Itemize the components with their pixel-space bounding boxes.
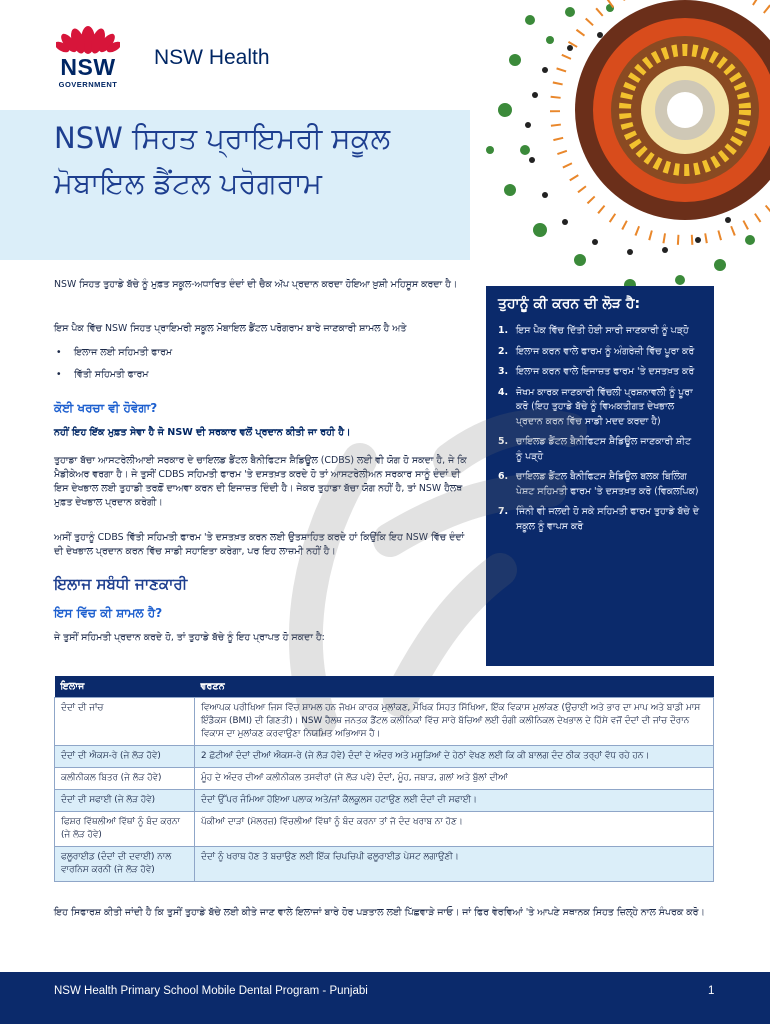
step-text: ਚਾਇਲਡ ਡੈਂਟਲ ਬੈਨੀਫਿਟਸ ਸ਼ੈਡਿਊਲ ਬਲਕ ਬਿਲਿੰਗ ਪੇਸ਼ਟ ਸਹਿਮਤੀ ਫਾਰਮ 'ਤੇ ਦਸਤਖ਼ਤ ਕਰੋ (ਵਿਕਲਪਿਕ) (516, 471, 699, 497)
brand-name: NSW Health (154, 46, 270, 69)
treatment-table (54, 676, 714, 882)
table-row (55, 812, 714, 847)
description-cell: 2 ਛੋਟੀਆਂ ਦੰਦਾਂ ਦੀਆਂ ਐਕਸ-ਰੇ (ਜੇ ਲੋੜ ਹੋਵੇ) ਦੰਦਾਂ ਦੇ ਅੰਦਰ ਅਤੇ ਮਸੂੜਿਆਂ ਦੇ ਹੇਠਾਂ ਵੇਖਣ ਲਈ ਕਿ ਕੀ ਬਾਲਗ ਦੰਦ ਠੀਕ ਤਰ੍ਹਾਂ ਵੱਧ ਰਹੇ ਹਨ। (195, 746, 714, 768)
table-row (55, 698, 714, 746)
artwork-white-center (667, 92, 703, 128)
step-number: 4. (498, 386, 509, 398)
treatment-intro: ਜੇ ਤੁਸੀਂ ਸਹਿਮਤੀ ਪ੍ਰਦਾਨ ਕਰਦੇ ਹੋ, ਤਾਂ ਤੁਹਾਡੇ ਬੱਚੇ ਨੂੰ ਇਹ ਪ੍ਰਾਪਤ ਹੋ ਸਕਦਾ ਹੈ: (54, 632, 325, 643)
treatment-cell: ਦੰਦਾਂ ਦੀ ਸਫਾਈ (ਜੇ ਲੋੜ ਹੋਵੇ) (55, 790, 195, 812)
waratah-icon (56, 20, 120, 54)
step-text: ਚਾਇਲਡ ਡੈਂਟਲ ਬੈਨੀਫਿਟਸ ਸ਼ੈਡਿਊਲ ਜਾਣਕਾਰੀ ਸ਼ੀਟ ਨੂੰ ਪੜ੍ਹੋ (516, 436, 692, 462)
treatment-heading: ਇਲਾਜ ਸਬੰਧੀ ਜਾਣਕਾਰੀ (54, 575, 188, 593)
step-item (498, 365, 700, 380)
logo-government-text: GOVERNMENT (58, 80, 118, 89)
aboriginal-dot-artwork (470, 0, 770, 300)
step-item (498, 345, 700, 360)
step-number: 1. (498, 325, 509, 336)
closing-paragraph: ਇਹ ਸਿਫਾਰਸ਼ ਕੀਤੀ ਜਾਂਦੀ ਹੈ ਕਿ ਤੁਸੀਂ ਤੁਹਾਡੇ ਬੱਚੇ ਲਈ ਕੀਤੇ ਜਾਣ ਵਾਲੇ ਇਲਾਜਾਂ ਬਾਰੇ ਹੋਰ ਪੜਤਾਲ ਲਈ ਪਿੱਛਵਾੜੇ ਜਾਓ। ਜਾਂ ਫਿਰ ਵੇਰਵਿਆਂ 'ਤੇ ਆਪਣੇ ਸਥਾਨਕ ਸਿਹਤ ਜ਼ਿਲ੍ਹੇ ਨਾਲ ਸੰਪਰਕ ਕਰੋ। (54, 907, 705, 918)
table-row (55, 768, 714, 790)
step-number: 5. (498, 436, 509, 447)
cost-paragraph-1: ਤੁਹਾਡਾ ਬੱਚਾ ਆਸਟਰੇਲੀਆਈ ਸਰਕਾਰ ਦੇ ਚਾਇਲਡ ਡੈਂਟਲ ਬੈਨੀਫਿਟਸ ਸ਼ੈਡਿਊਲ (CDBS) ਲਈ ਵੀ ਯੋਗ ਹੋ ਸਕਦਾ ਹੈ, ਜੇ ਕਿ ਮੈਡੀਕੇਅਰ ਵਰਗਾ ਹੈ। ਜੇ ਤੁਸੀਂ CDBS ਸਹਿਮਤੀ ਫਾਰਮ 'ਤੇ ਦਸਤਖ਼ਤ ਕਰਦੇ ਹੋ ਤਾਂ ਆਸਟਰੇਲੀਅਨ ਸਰਕਾਰ ਸਾਨੂੰ ਦੰਦਾਂ ਦੀ ਇਸ ਦੇਖਭਾਲ ਲਈ ਤੁਹਾਡੀ ਤਰਫ਼ੋਂ ਦਾਅਵਾ ਕਰਨ ਦੀ ਇਜਾਜ਼ਤ ਦਿੰਦੀ ਹੈ। ਜੇਕਰ ਤੁਹਾਡਾ ਬੱਚਾ ਯੋਗ ਨਹੀਂ ਹੈ, ਤਾਂ NSW ਹੈਲਥ ਮੁਫ਼ਤ ਦੇਖਭਾਲ ਪ੍ਰਦਾਨ ਕਰੇਗੀ। (54, 455, 467, 508)
table-row (55, 746, 714, 768)
step-text: ਇਲਾਜ ਕਰਨ ਵਾਲੇ ਇਜਾਜ਼ਤ ਫਾਰਮ 'ਤੇ ਦਸਤਖ਼ਤ ਕਰੋ (516, 366, 695, 377)
treatment-cell: ਦੰਦਾਂ ਦੀ ਜਾਂਚ (55, 698, 195, 746)
step-text: ਜੋਖਮ ਕਾਰਕ ਜਾਣਕਾਰੀ ਵਿੱਚਲੀ ਪ੍ਰਸ਼ਨਾਵਲੀ ਨੂੰ ਪੂਰਾ ਕਰੋ (ਇਹ ਤੁਹਾਡੇ ਬੱਚੇ ਨੂੰ ਵਿਅਕਤੀਗਤ ਦੇਖਭਾਲ ਪ੍ਰਦਾਨ ਕਰਨ ਵਿੱਚ ਸਾਡੀ ਮਦਦ ਕਰਦਾ ਹੈ) (516, 386, 693, 427)
step-text: ਇਸ ਪੈਕ ਵਿੱਚ ਦਿੱਤੀ ਹੋਈ ਸਾਰੀ ਜਾਣਕਾਰੀ ਨੂੰ ਪੜ੍ਹੋ (516, 325, 689, 336)
what-you-need-to-do-panel (486, 286, 714, 666)
list-item: • ਇਲਾਜ ਲਈ ਸਹਿਮਤੀ ਫਾਰਮ (54, 342, 172, 364)
nsw-government-logo (46, 20, 130, 92)
description-cell: ਵਿਆਪਕ ਪਰੀਖਿਆ ਜਿਸ ਵਿੱਚ ਸ਼ਾਮਲ ਹਨ ਜੋਖਮ ਕਾਰਕ ਮੁਲਾਂਕਣ, ਮੌਖਿਕ ਸਿਹਤ ਸਿੱਖਿਆ, ਇੱਕ ਵਿਕਾਸ ਮੁਲਾਂਕਣ (ਉਚਾਈ ਅਤੇ ਭਾਰ ਦਾ ਮਾਪ ਅਤੇ ਬਾਡੀ ਮਾਸ ਇੰਡੈਕਸ (BMI) ਦੀ ਗਿਣਤੀ)। NSW ਹੈਲਥ ਜਨਤਕ ਡੈਂਟਲ ਕਲੀਨਿਕਾਂ ਵਿੱਚ ਸਾਰੇ ਬੱਚਿਆਂ ਲਈ ਚੰਗੀ ਕਲੀਨਿਕਲ ਦੇਖਭਾਲ ਦੇ ਹਿੱਸੇ ਵਜੋਂ ਦੰਦਾਂ ਦੀ ਜਾਂਚ ਦੌਰਾਨ ਵਿਕਾਸ ਦਾ ਮੁਲਾਂਕਣ ਕਰਵਾਉਣਾ ਨਿਯਮਿਤ ਅਭਿਆਸ ਹੈ। (195, 698, 714, 746)
step-item (498, 470, 700, 499)
cost-heading: ਕੋਈ ਖਰਚਾ ਵੀ ਹੋਵੇਗਾ? (54, 401, 158, 415)
treatment-cell: ਦੰਦਾਂ ਦੀ ਐਕਸ-ਰੇ (ਜੇ ਲੋੜ ਹੋਵੇ) (55, 746, 195, 768)
table-row (55, 790, 714, 812)
step-number: 2. (498, 345, 509, 357)
description-cell: ਦੰਦਾਂ ਉੱਪਰ ਜੰਮਿਆ ਹੋਇਆ ਪਲਾਕ ਅਤੇ/ਜਾਂ ਕੈਲਕੂਲਸ ਹਟਾਉਣ ਲਈ ਦੰਦਾਂ ਦੀ ਸਫਾਈ। (195, 790, 714, 812)
footer-title: NSW Health Primary School Mobile Dental Program - Punjabi (54, 985, 368, 997)
description-cell: ਮੂੰਹ ਦੇ ਅੰਦਰ ਦੀਆਂ ਕਲੀਨੀਕਲ ਤਸਵੀਰਾਂ (ਜੇ ਲੋੜ ਪਵੇ) ਦੰਦਾਂ, ਮੂੰਹ, ਜਬਾੜ, ਗਲਾਂ ਅਤੇ ਬੁੱਲਾਂ ਦੀਆਂ (195, 768, 714, 790)
step-number: 3. (498, 366, 509, 377)
list-item: • ਵਿੱਤੀ ਸਹਿਮਤੀ ਫਾਰਮ (54, 364, 172, 386)
step-item (498, 505, 700, 534)
table-row (55, 847, 714, 882)
page-title: NSW ਸਿਹਤ ਪ੍ਰਾਇਮਰੀ ਸਕੂਲ ਮੋਬਾਇਲ ਡੈਂਟਲ ਪਰੋਗਰਾਮ (54, 121, 391, 200)
table-header-row (55, 676, 714, 698)
cost-answer: ਨਹੀਂ ਇਹ ਇੱਕ ਮੁਫ਼ਤ ਸੇਵਾ ਹੈ ਜੋ NSW ਦੀ ਸਰਕਾਰ ਵਲੋਂ ਪ੍ਰਦਾਨ ਕੀਤੀ ਜਾ ਰਹੀ ਹੈ। (54, 427, 351, 438)
step-item (498, 386, 700, 430)
treatment-cell: ਕਲੀਨੀਕਲ ਬਿਤਰ (ਜੇ ਲੋੜ ਹੋਵੇ) (55, 768, 195, 790)
treatment-cell: ਫਲੂਰਾਈਡ (ਦੰਦਾਂ ਦੀ ਦਵਾਈ) ਨਾਲ ਵਾਰਨਿਸ ਕਰਨੀ (ਜੇ ਲੋੜ ਹੋਵੇ) (55, 847, 195, 882)
step-number: 7. (498, 506, 509, 517)
step-item (498, 435, 700, 464)
page-number: 1 (708, 985, 715, 997)
steps-list (498, 324, 700, 534)
treatment-cell: ਫਿਸ਼ਰ ਵਿੱਥਲੀਆਂ ਵਿੱਥਾਂ ਨੂੰ ਬੰਦ ਕਰਨਾ (ਜੇ ਲੋੜ ਹੋਵੇ) (55, 812, 195, 847)
intro-paragraph-1: NSW ਸਿਹਤ ਤੁਹਾਡੇ ਬੱਚੇ ਨੂੰ ਮੁਫ਼ਤ ਸਕੂਲ-ਅਧਾਰਿਤ ਦੰਦਾਂ ਦੀ ਚੈਕ ਅੱਪ ਪ੍ਰਦਾਨ ਕਰਦਾ ਹੋਇਆ ਖ਼ੁਸ਼ੀ ਮਹਿਸੂਸ ਕਰਦਾ ਹੈ। (54, 279, 458, 290)
intro-bullet-list (54, 342, 172, 386)
cost-paragraph-2: ਅਸੀਂ ਤੁਹਾਨੂੰ CDBS ਵਿੱਤੀ ਸਹਿਮਤੀ ਫਾਰਮ 'ਤੇ ਦਸਤਖ਼ਤ ਕਰਨ ਲਈ ਉਤਸ਼ਾਹਿਤ ਕਰਦੇ ਹਾਂ ਕਿਉਂਕਿ ਇਹ NSW ਵਿੱਚ ਦੰਦਾਂ ਦੀ ਦੇਖਭਾਲ ਪ੍ਰਦਾਨ ਕਰਨ ਵਿੱਚ ਸਾਡੀ ਸਹਾਇਤਾ ਕਰੇਗਾ, ਪਰ ਇਹ ਲਾਜ਼ਮੀ ਨਹੀਂ ਹੈ। (54, 532, 465, 557)
page-footer (0, 972, 770, 1024)
intro-paragraph-2: ਇਸ ਪੈਕ ਵਿੱਚ NSW ਸਿਹਤ ਪ੍ਰਾਇਮਰੀ ਸਕੂਲ ਮੋਬਾਇਲ ਡੈਂਟਲ ਪਰੋਗਰਾਮ ਬਾਰੇ ਜਾਣਕਾਰੀ ਸ਼ਾਮਲ ਹੈ ਅਤੇ (54, 323, 407, 334)
panel-heading: ਤੁਹਾਨੂੰ ਕੀ ਕਰਨ ਦੀ ਲੋੜ ਹੈ: (498, 296, 641, 312)
logo-nsw-text: NSW (60, 54, 116, 80)
column-header-description: ਵਰਣਨ (195, 676, 714, 698)
description-cell: ਪੱਕੀਆਂ ਦਾੜਾਂ (ਮੋਲਰਜ਼) ਵਿੱਚਲੀਆਂ ਵਿੱਥਾਂ ਨੂੰ ਬੰਦ ਕਰਨਾ ਤਾਂ ਜੋ ਦੰਦ ਖਰਾਬ ਨਾ ਹੋਣ। (195, 812, 714, 847)
treatment-subheading: ਇਸ ਵਿੱਚ ਕੀ ਸ਼ਾਮਲ ਹੈ? (54, 606, 163, 620)
column-header-treatment: ਇਲਾਜ (55, 676, 195, 698)
step-text: ਇਲਾਜ ਕਰਨ ਵਾਲੇ ਫਾਰਮ ਨੂੰ ਅੰਗਰੇਜ਼ੀ ਵਿੱਚ ਪੂਰਾ ਕਰੋ (516, 345, 695, 357)
step-text: ਜਿੰਨੀ ਵੀ ਜਲਦੀ ਹੋ ਸਕੇ ਸਹਿਮਤੀ ਫਾਰਮ ਤੁਹਾਡੇ ਬੱਚੇ ਦੇ ਸਕੂਲ ਨੂੰ ਵਾਪਸ ਕਰੋ (516, 506, 699, 532)
description-cell: ਦੰਦਾਂ ਨੂੰ ਖਰਾਬ ਹੋਣ ਤੋ ਬਚਾਉਣ ਲਈ ਇੱਕ ਚਿਪਚਿਪੀ ਫਲੂਰਾਈਡ ਪੇਸਟ ਲਗਾਉਣੀ। (195, 847, 714, 882)
step-number: 6. (498, 471, 509, 482)
step-item (498, 324, 700, 339)
